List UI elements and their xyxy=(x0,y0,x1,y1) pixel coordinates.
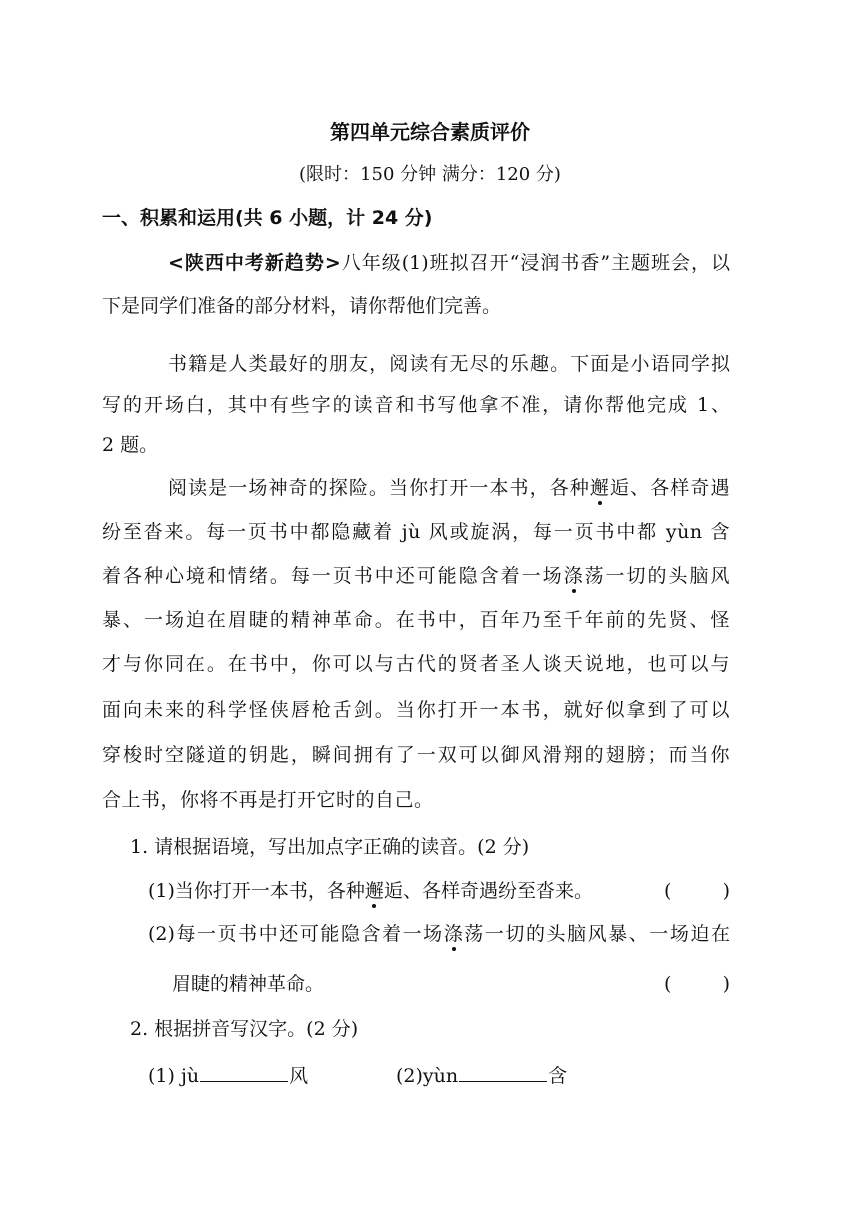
para2-line-2: 写的开场白，其中有些字的读音和书写他拿不准，请你帮他完成 1、 xyxy=(102,394,730,416)
passage-text: 着各种心境和情绪。每一页书中还可能隐含着一场 xyxy=(102,565,564,587)
dotted-char: 涤 xyxy=(563,565,585,587)
intro-text-1: 八年级(1)班拟召开“浸润书香”主题班会，以 xyxy=(340,252,731,274)
question-1-item-1 xyxy=(148,879,593,903)
pinyin-label: (1) jù xyxy=(148,1065,200,1087)
dotted-char: 邂 xyxy=(364,880,384,902)
passage-line-4: 暴、一场迫在眉睫的精神革命。在书中，百年乃至千年前的先贤、怪 xyxy=(102,609,730,631)
answer-blank[interactable] xyxy=(200,1063,288,1082)
question-2-stem: 2. 根据拼音写汉字。(2 分) xyxy=(130,1018,359,1040)
item-text: (1)当你打开一本书，各种 xyxy=(148,880,365,902)
pinyin-label: (2)yùn xyxy=(396,1065,459,1087)
item-text: 风 xyxy=(289,1065,309,1087)
intro-line-2: 下是同学们准备的部分材料，请你帮他们完善。 xyxy=(102,295,502,317)
intro-line-1 xyxy=(168,251,730,275)
passage-line-1 xyxy=(168,476,730,500)
passage-text: 阅读是一场神奇的探险。当你打开一本书，各种 xyxy=(168,477,590,499)
question-1-item-2-cont: 眉睫的精神革命。 xyxy=(172,973,325,995)
dotted-char: 涤 xyxy=(443,923,465,945)
dotted-char: 邂 xyxy=(589,477,611,499)
passage-line-5: 才与你同在。在书中，你可以与古代的贤者圣人谈天说地，也可以与 xyxy=(102,653,730,675)
passage-text: 逅、各样奇遇 xyxy=(610,477,730,499)
item-text: 逅、各样奇遇纷至沓来。 xyxy=(383,880,593,902)
para2-line-3: 2 题。 xyxy=(102,434,159,456)
question-1-item-2 xyxy=(148,922,730,946)
passage-text: 荡一切的头脑风 xyxy=(584,565,730,587)
answer-parens: ( ) xyxy=(664,880,730,902)
question-1-stem: 1. 请根据语境，写出加点字正确的读音。(2 分) xyxy=(130,836,530,858)
question-2-item-1 xyxy=(148,1063,308,1088)
item-text: 荡一切的头脑风暴、一场迫在 xyxy=(464,923,730,945)
passage-line-7: 穿梭时空隧道的钥匙，瞬间拥有了一双可以御风滑翔的翅膀；而当你 xyxy=(102,744,730,766)
time-score-info: (限时：150 分钟 满分：120 分) xyxy=(299,164,561,185)
passage-line-3 xyxy=(102,564,730,588)
passage-line-2: 纷至沓来。每一页书中都隐藏着 jù 风或旋涡，每一页书中都 yùn 含 xyxy=(102,521,730,543)
answer-parens: ( ) xyxy=(664,973,730,995)
passage-line-6: 面向未来的科学怪侠唇枪舌剑。当你打开一本书，就好似拿到了可以 xyxy=(102,699,730,721)
item-text: 含 xyxy=(548,1065,568,1087)
page-title: 第四单元综合素质评价 xyxy=(330,120,530,144)
passage-line-8: 合上书，你将不再是打开它时的自己。 xyxy=(102,789,434,811)
section-heading: 一、积累和运用(共 6 小题，计 24 分) xyxy=(102,207,433,229)
answer-blank[interactable] xyxy=(459,1063,547,1082)
question-2-item-2 xyxy=(396,1063,567,1088)
item-text: (2)每一页书中还可能隐含着一场 xyxy=(148,923,444,945)
para2-line-1: 书籍是人类最好的朋友，阅读有无尽的乐趣。下面是小语同学拟 xyxy=(168,353,730,375)
region-tag: <陕西中考新趋势> xyxy=(168,252,341,274)
